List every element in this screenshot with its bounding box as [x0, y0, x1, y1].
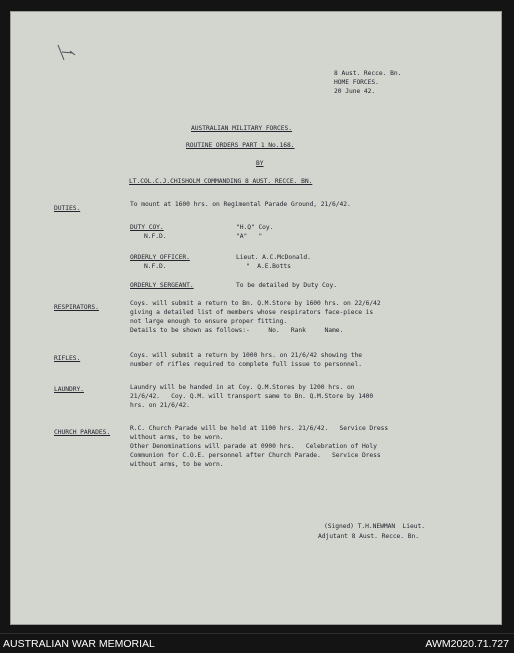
document-page: [10, 11, 502, 625]
laundry-line: hrs. on 21/6/42.: [130, 402, 190, 409]
laundry-heading: LAUNDRY.: [54, 386, 84, 393]
unit-line: 8 Aust. Recce. Bn.: [334, 70, 402, 77]
respirators-line: Details to be shown as follows:- No. Rank Name.: [130, 327, 344, 334]
duty-coy-label: DUTY COY.: [130, 224, 164, 231]
commander-line: LT.COL.C.J.CHISHOLM COMMANDING 8 AUST. RECCE. BN.: [129, 178, 313, 185]
church-line: R.C. Church Parade will be held at 1100 hrs. 21/6/42. Service Dress: [130, 425, 389, 432]
archive-name: AUSTRALIAN WAR MEMORIAL: [3, 638, 155, 650]
church-line: without arms, to be worn.: [130, 434, 224, 441]
rifles-heading: RIFLES.: [54, 355, 81, 362]
archive-footer: [0, 636, 514, 653]
signature-line: (Signed) T.H.NEWMAN Lieut.: [324, 523, 426, 530]
rifles-line: Coys. will submit a return by 1000 hrs. on 21/6/42 showing the: [130, 352, 362, 359]
church-line: without arms, to be worn.: [130, 461, 224, 468]
church-heading: CHURCH PARADES.: [54, 429, 111, 436]
pencil-mark-icon: [55, 43, 81, 63]
duties-heading: DUTIES.: [54, 205, 81, 212]
document-title: AUSTRALIAN MILITARY FORCES.: [191, 125, 293, 132]
document-subtitle: ROUTINE ORDERS PART 1 No.168.: [186, 142, 295, 149]
date-line: 20 June 42.: [334, 88, 376, 95]
respirators-heading: RESPIRATORS.: [54, 304, 99, 311]
respirators-line: Coys. will submit a return to Bn. Q.M.Store by 1600 hrs. on 22/6/42: [130, 300, 381, 307]
respirators-line: not large enough to ensure proper fitting.: [130, 318, 288, 325]
church-line: Communion for C.O.E. personnel after Church Parade. Service Dress: [130, 452, 381, 459]
laundry-line: Laundry will be handed in at Coy. Q.M.Stores by 1200 hrs. on: [130, 384, 355, 391]
laundry-line: 21/6/42. Coy. Q.M. will transport same to Bn. Q.M.Store by 1400: [130, 393, 374, 400]
respirators-line: giving a detailed list of members whose respirators face-piece is: [130, 309, 374, 316]
nfd1-label: N.F.D.: [144, 233, 167, 240]
nfd1-value: "A" ": [236, 233, 263, 240]
nfd2-value: " A.E.Botts: [246, 263, 291, 270]
by-line: BY: [256, 160, 264, 167]
nfd2-label: N.F.D.: [144, 263, 167, 270]
orderly-sergeant-value: To be detailed by Duty Coy.: [236, 282, 338, 289]
footer-divider: [0, 633, 514, 634]
rifles-line: number of rifles required to complete full issue to personnel.: [130, 361, 362, 368]
archive-reference: AWM2020.71.727: [425, 638, 509, 650]
orderly-officer-value: Lieut. A.C.McDonald.: [236, 254, 311, 261]
duty-coy-value: "H.Q" Coy.: [236, 224, 274, 231]
location-line: HOME FORCES.: [334, 79, 379, 86]
orderly-officer-label: ORDERLY OFFICER.: [130, 254, 190, 261]
adjutant-line: Adjutant 8 Aust. Recce. Bn.: [318, 533, 420, 540]
church-line: Other Denominations will parade at 0900 hrs. Celebration of Holy: [130, 443, 377, 450]
duties-text: To mount at 1600 hrs. on Regimental Parade Ground, 21/6/42.: [130, 201, 351, 208]
orderly-sergeant-label: ORDERLY SERGEANT.: [130, 282, 194, 289]
